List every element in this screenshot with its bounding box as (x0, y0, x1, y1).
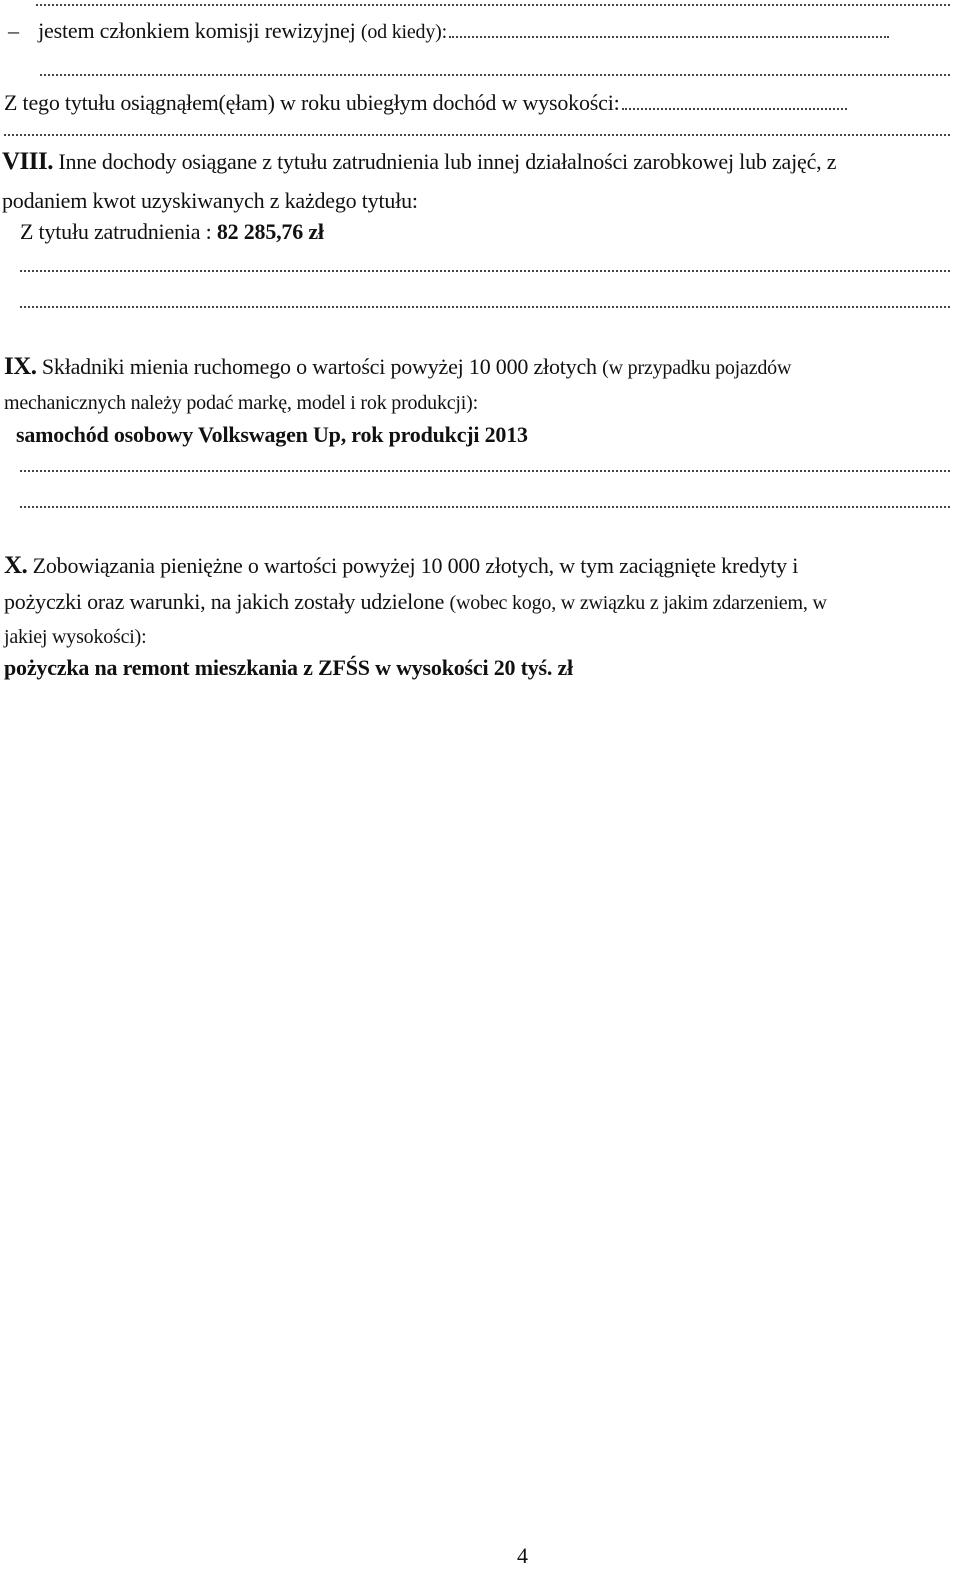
section-8-answer (20, 219, 324, 245)
income-line (4, 90, 847, 116)
section-8-answer-label: Z tytułu zatrudnienia : (20, 219, 212, 244)
section-9-numeral: IX. (4, 353, 37, 380)
revision-since-fill (449, 18, 889, 38)
section-9-text-1: Składniki mienia ruchomego o wartości powyżej 10 000 złotych (41, 354, 597, 379)
section-10-text-1: Zobowiązania pieniężne o wartości powyżej 10 000 złotych, w tym zaciągnięte kredyty i (32, 553, 799, 578)
section-10-line-3 (4, 624, 146, 650)
income-fill (622, 90, 847, 110)
income-label: Z tego tytułu osiągnąłem(ęłam) w roku ubiegłym dochód w wysokości: (4, 90, 620, 115)
section-9-line-1 (4, 354, 791, 381)
section-9-line-2 (4, 390, 478, 416)
section-10-numeral: X. (4, 552, 28, 579)
section-9-answer-text: samochód osobowy Volkswagen Up, rok produkcji 2013 (16, 422, 528, 447)
section-10-text-2-note: (wobec kogo, w związku z jakim zdarzeniem, w (449, 592, 827, 614)
dotted-line-7 (20, 506, 950, 508)
section-9-text-2: mechanicznych należy podać markę, model i rok produkcji): (4, 392, 478, 414)
section-8-line-2 (2, 188, 418, 214)
section-8-numeral: VIII. (2, 148, 53, 175)
dotted-line-3 (4, 134, 950, 136)
section-9-answer (16, 422, 528, 448)
section-10-text-3: jakiej wysokości): (4, 626, 147, 648)
dotted-line-5 (20, 306, 950, 308)
dotted-line-2 (40, 74, 950, 76)
section-8-answer-value: 82 285,76 zł (216, 219, 324, 244)
section-10-line-2 (4, 589, 827, 616)
list-dash: – (8, 18, 19, 43)
revision-since-label: (od kiedy): (360, 21, 447, 43)
section-8-line-1 (2, 149, 836, 175)
page-number: 4 (517, 1543, 528, 1568)
section-10-line-1 (4, 553, 798, 579)
section-9-text-1-note: (w przypadku pojazdów (602, 357, 792, 379)
revision-committee-line (8, 18, 889, 45)
section-10-answer-text: pożyczka na remont mieszkania z ZFŚS w wysokości 20 tyś. zł (4, 655, 573, 680)
section-8-text-2: podaniem kwot uzyskiwanych z każdego tytułu: (2, 188, 418, 213)
section-10-text-2: pożyczki oraz warunki, na jakich zostały udzielone (4, 589, 445, 614)
dotted-line-6 (20, 470, 950, 472)
dotted-line-4 (20, 270, 950, 272)
revision-committee-label: jestem członkiem komisji rewizyjnej (38, 18, 356, 43)
section-10-answer (4, 655, 573, 681)
dotted-line-top (36, 4, 950, 6)
section-8-text-1: Inne dochody osiągane z tytułu zatrudnienia lub innej działalności zarobkowej lub zajęć, z (58, 149, 837, 174)
